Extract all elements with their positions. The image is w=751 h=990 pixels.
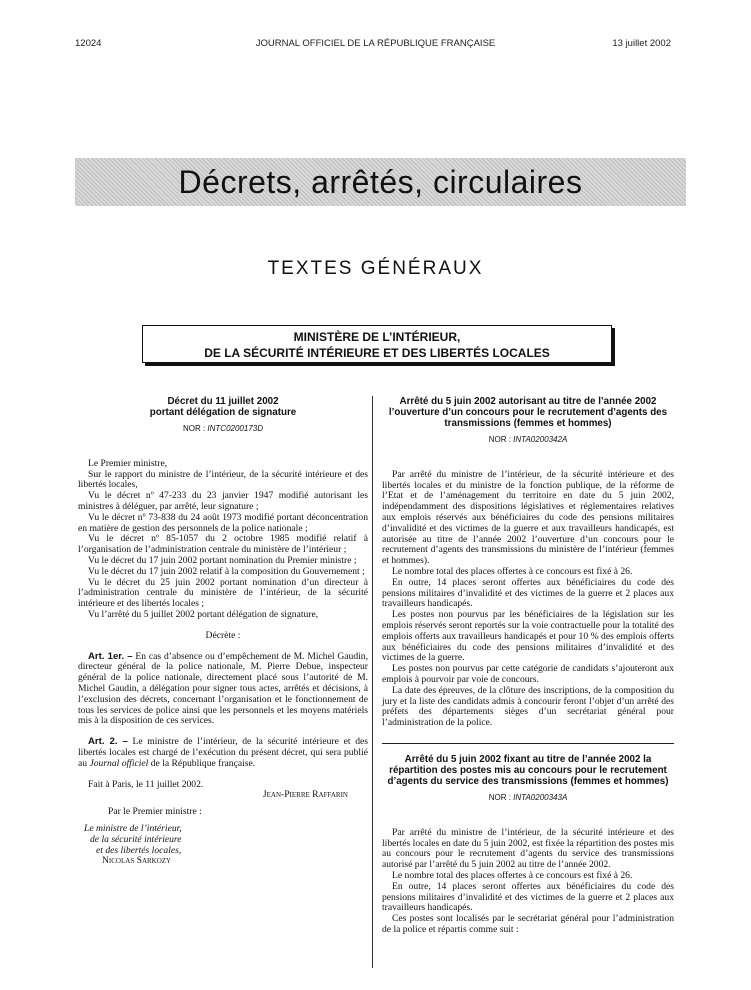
paragraph: Les postes non pourvus par cette catégorie de candidats s’ajouteront aux emplois à pourvoir par voie de concours. (382, 663, 674, 685)
paragraph: Par arrêté du ministre de l’intérieur, de la sécurité intérieure et des libertés locales en date du 5 juin 2002, est fixée la répartition des postes mis au concours pour le recrutement d’agents du service des transmissions autorisé par l’arrêté du 5 juin 2002 au titre de l’année 2002. (382, 826, 674, 871)
arrete-1-title: Arrêté du 5 juin 2002 autorisant au titre de l’année 2002 l’ouverture d’un concours pour le recrutement d’agents des transmissions (femmes et hommes) (388, 396, 668, 429)
issue-date: 13 juillet 2002 (612, 38, 671, 49)
journal-title: JOURNAL OFFICIEL DE LA RÉPUBLIQUE FRANÇAISE (255, 38, 496, 49)
decree-title: Décret du 11 juillet 2002 portant délégation de signature (149, 396, 297, 418)
paragraph: Par arrêté du ministre de l’intérieur, de la sécurité intérieure et des libertés locales et du ministre de la fonction publique, de la réforme de l’Etat et de l’aménagement du territoire en date du 5 juin 2002, indépendamment des dispositions législatives et réglementaires relatives aux emplois réservés aux bénéficiaires du code des pensions militaires d’invalidité et des victimes de la guerre et aux travailleurs handicapés, est autorisée au titre de l’année 2002 l’ouverture d’un concours pour le recrutement d’agents des transmissions du ministère de l’intérieur (femmes et hommes). (382, 468, 674, 567)
paragraph: Vu le décret nº 85-1057 du 2 octobre 1985 modifié relatif à l’organisation de l’administration centrale du ministère de l’intérieur ; (78, 533, 368, 556)
page-number: 12024 (75, 38, 102, 49)
paragraph: Ces postes sont localisés par le secrétariat général pour l’administration de la police et répartis comme suit : (382, 913, 674, 935)
done-at: Fait à Paris, le 11 juillet 2002. (88, 778, 204, 790)
arrete-2-nor: NOR : INTA0200343A (488, 792, 568, 802)
paragraph: Le nombre total des places offertes à ce concours est fixé à 26. (392, 565, 633, 577)
paragraph: En outre, 14 places seront offertes aux bénéficiaires du code des pensions militaires d’invalidité et des victimes de la guerre et 2 places aux travailleurs handicapés. (382, 576, 674, 610)
column-divider (372, 396, 373, 968)
paragraph: Vu le décret nº 47-233 du 23 janvier 1947 modifié autorisant les ministres à déléguer, par arrêté, leur signature ; (78, 490, 368, 512)
ministry-box (142, 325, 612, 363)
paragraph: Vu le décret du 17 juin 2002 relatif à la composition du Gouvernement ; (88, 565, 365, 577)
section-banner (75, 158, 686, 206)
arrete-2-title: Arrêté du 5 juin 2002 fixant au titre de l’année 2002 la répartition des postes mis au concours pour le recrutement d’agents du service des transmissions (femmes et hommes) (387, 753, 669, 787)
decrete-label: Décrète : (205, 629, 241, 641)
arrete-1-nor: NOR : INTA0200342A (488, 435, 568, 444)
paragraph: En outre, 14 places seront offertes aux bénéficiaires du code des pensions militaires d’invalidité et des victimes de la guerre et 2 places aux travailleurs handicapés. (382, 880, 674, 914)
article-1: Art. 1er. – En cas d’absence ou d’empêchement de M. Michel Gaudin, directeur général de la police nationale, M. Pierre Debue, inspecteur général de la police nationale, directement placé sous l’autorité de M. Michel Gaudin, a délégation pour signer tous actes, arrêtés et décisions, à l’exclusion des décrets, concernant l’organisation et le fonctionnement de tous les services de police ainsi que les personnels et les moyens matériels mis à la disposition de ces services. (78, 650, 368, 727)
paragraph: Vu l’arrêté du 5 juillet 2002 portant délégation de signature, (88, 608, 319, 620)
section-separator (382, 743, 674, 744)
paragraph: Vu le décret nº 73-838 du 24 août 1973 modifié portant déconcentration en matière de gestion des personnels de la police nationale ; (78, 511, 368, 534)
paragraph: Le nombre total des places offertes à ce concours est fixé à 26. (392, 869, 633, 881)
article-2: Art. 2. – Le ministre de l’intérieur, de la sécurité intérieure et des libertés locales est chargé de l’exécution du présent décret, qui sera publié au Journal officiel de la République française. (78, 736, 368, 769)
paragraph: Sur le rapport du ministre de l’intérieur, de la sécurité intérieure et des libertés locales, (78, 468, 368, 491)
by-prime-minister: Par le Premier ministre : (108, 806, 202, 818)
paragraph: Les postes non pourvus par les bénéficiaires de la législation sur les emplois réservés seront reportés sur la voie contractuelle pour la totalité des emplois offerts aux travailleurs handicapés et pour 10 % des emplois offerts aux bénéficiaires du code des pensions militaires d’invalidité et des victimes de la guerre. (382, 609, 674, 664)
left-column: Décret du 11 juillet 2002 portant délégation de signature NOR : INTC0200173D Le Premier ministre, Sur le rapport du ministre de l’intérieur, de la sécurité intérieure et des libertés locales, Vu le décret nº 47-233 du 23 janvier 1947 modifié autorisant les ministres à déléguer, par arrêté, leur signature ; Vu le décret nº 73-838 du 24 août 1973 modifié portant déconcentration en matière de gestion des personnels de la police nationale ; Vu le décret nº 85-1057 du 2 octobre 1985 modifié relatif à l’organisation de l’administration centrale du ministère de l’intérieur ; Vu le décret du 17 juin 2002 portant nomination du Premier ministre ; Vu le décret du 17 juin 2002 relatif à la composition du Gouvernement ; Vu le décret du 25 juin 2002 portant nomination d’un directeur à l’administration centrale du ministère de l’intérieur, de la sécurité intérieure et des libertés locales ; Vu l’arrêté du 5 juillet 2002 portant délégation de signature, Décrète : Art. 1er. – En cas d’absence ou d’empêchement de M. Michel Gaudin, directeur général de la police nationale, M. Pierre Debue, inspecteur général de la police nationale, directement placé sous l’autorité de M. Michel Gaudin, a délégation pour signer tous actes, arrêtés et décisions, à l’exclusion des décrets, concernant l’organisation et le fonctionnement de tous les services de police ainsi que les personnels et les moyens matériels mis à la disposition de ces services. Art. 2. – Le ministre de l’intérieur, de la sécurité intérieure et des libertés locales est chargé de l’exécution du présent décret, qui sera publié au Journal officiel de la République française. Fait à Paris, le 11 juillet 2002. Jean-Pierre Raffarin Par le Premier ministre : Le ministre de l’intérieur, de la sécurité intérieure et des libertés locales, Nicolas Sarkozy (78, 396, 368, 867)
paragraph: Vu le décret du 17 juin 2002 portant nomination du Premier ministre ; (88, 554, 357, 566)
paragraph: Vu le décret du 25 juin 2002 portant nomination d’un directeur à l’administration centrale du ministère de l’intérieur, de la sécurité intérieure et des libertés locales ; (78, 576, 368, 610)
banner-title: Décrets, arrêtés, circulaires (178, 163, 583, 200)
minister-name: Nicolas Sarkozy (102, 855, 172, 867)
section-title: TEXTES GÉNÉRAUX (267, 258, 484, 279)
ministry-line-1: MINISTÈRE DE L’INTÉRIEUR, (293, 330, 461, 344)
decree-nor: NOR : INTC0200173D (182, 424, 264, 433)
paragraph: Le Premier ministre, (88, 457, 168, 469)
right-column (382, 396, 674, 936)
signer-name: Jean-Pierre Raffarin (262, 789, 348, 801)
ministry-line-2: DE LA SÉCURITÉ INTÉRIEURE ET DES LIBERTÉS LOCALES (204, 346, 550, 360)
paragraph: La date des épreuves, de la clôture des inscriptions, de la composition du jury et la liste des candidats admis à concourir feront l’objet d’un arrêté des préfets des départements sièges d’un secrétariat général pour l’administration de la police. (382, 684, 674, 729)
